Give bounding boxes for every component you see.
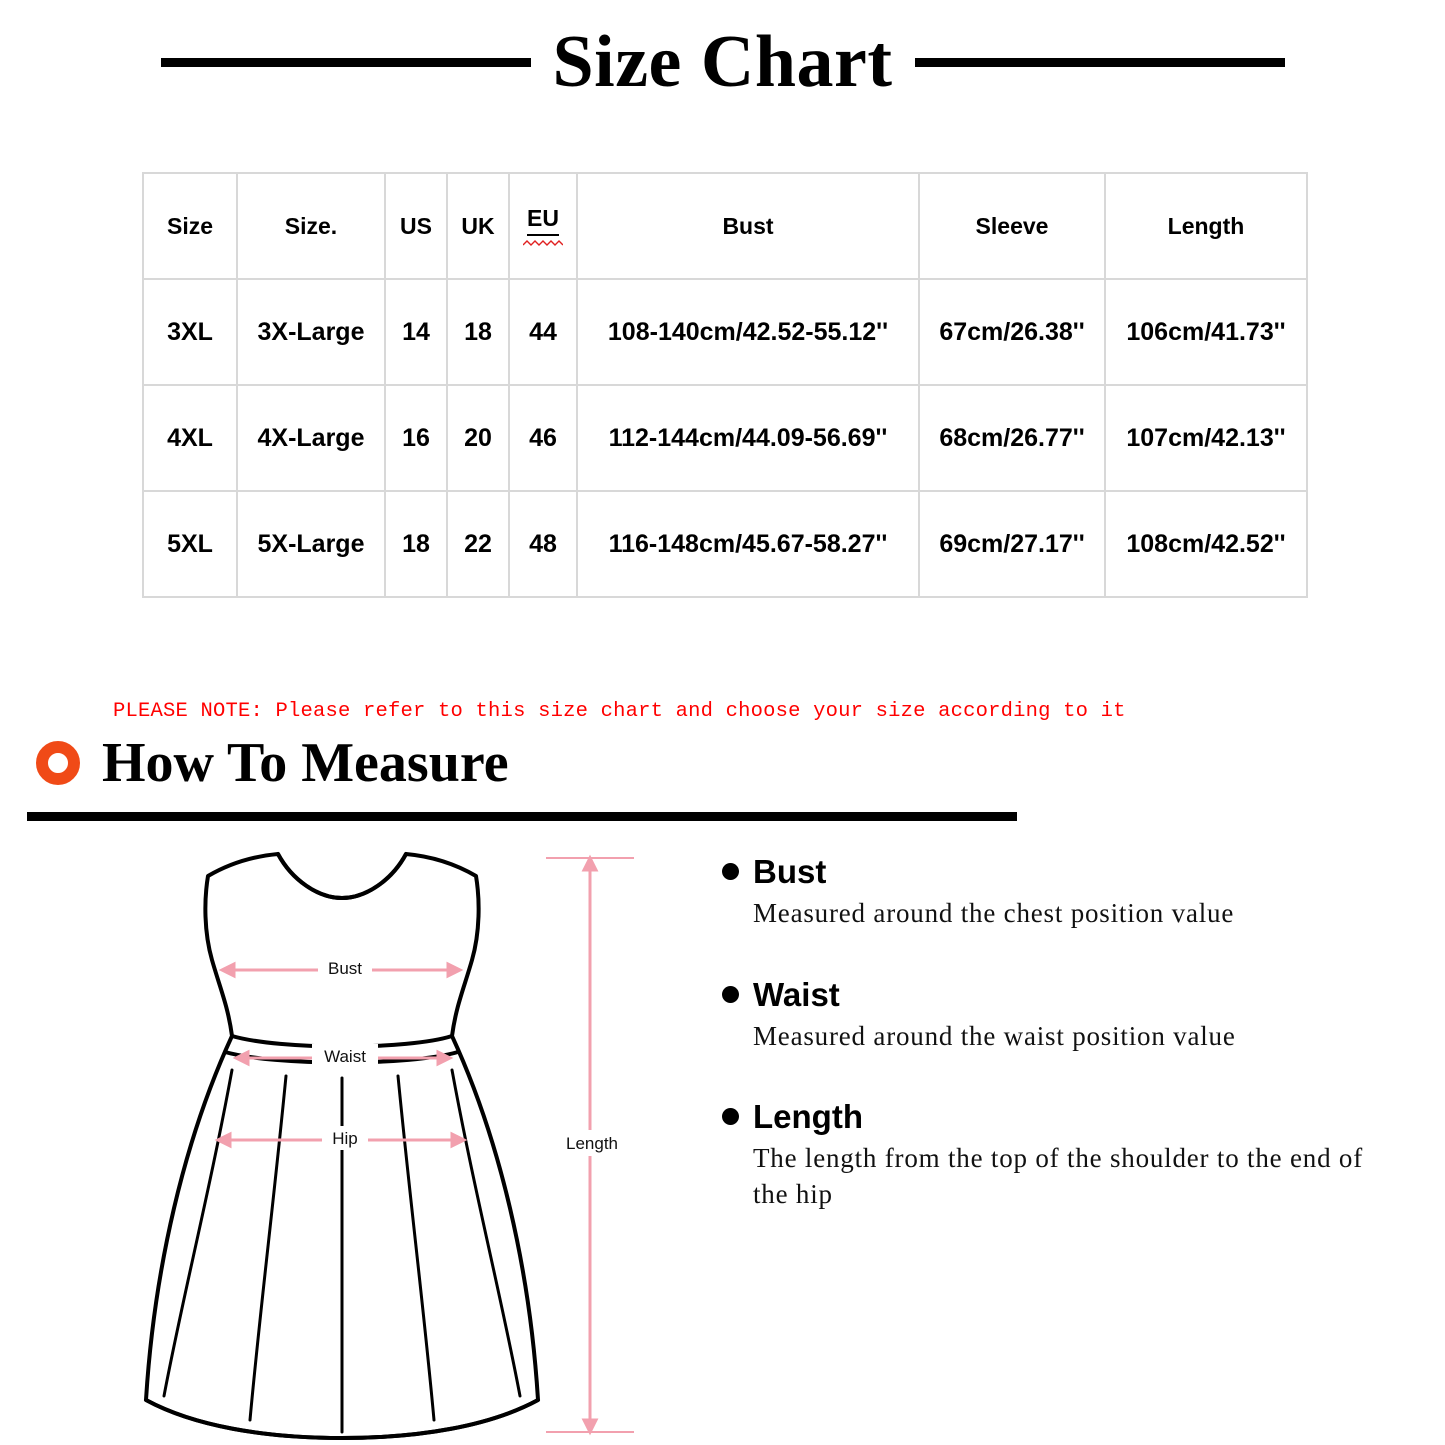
diagram-label-bust: Bust <box>327 959 363 978</box>
page-title: Size Chart <box>552 21 893 103</box>
definition-title-length: Length <box>753 1098 863 1136</box>
cell-length: 107cm/42.13'' <box>1105 385 1307 491</box>
column-header-size-name: Size. <box>237 173 385 279</box>
title-rule-left <box>161 58 531 67</box>
column-header-uk: UK <box>447 173 509 279</box>
cell-us: 14 <box>385 279 447 385</box>
definition-title-waist: Waist <box>753 975 840 1013</box>
title-rule-right <box>915 58 1285 67</box>
definition-item-bust <box>722 855 1382 932</box>
cell-eu: 44 <box>509 279 577 385</box>
cell-uk: 22 <box>447 491 509 597</box>
circle-bullet-icon <box>36 741 80 785</box>
cell-uk: 18 <box>447 279 509 385</box>
definition-desc-length: The length from the top of the shoulder to the end of the hip <box>753 1143 1364 1209</box>
cell-size-name: 4X-Large <box>237 385 385 491</box>
diagram-label-waist: Waist <box>324 1047 366 1066</box>
column-header-size: Size <box>143 173 237 279</box>
table-header-row <box>143 173 1307 279</box>
table-row <box>143 385 1307 491</box>
cell-size: 5XL <box>143 491 237 597</box>
definition-item-waist <box>722 975 1382 1055</box>
dress-measurement-diagram <box>60 840 680 1440</box>
definition-item-length <box>722 1100 1382 1212</box>
column-header-length: Length <box>1105 173 1307 279</box>
bullet-dot-icon <box>722 863 739 880</box>
cell-bust: 112-144cm/44.09-56.69'' <box>577 385 919 491</box>
definition-head <box>722 855 1382 888</box>
cell-sleeve: 68cm/26.77'' <box>919 385 1105 491</box>
cell-size: 3XL <box>143 279 237 385</box>
definition-desc-bust: Measured around the chest position value <box>753 898 1235 928</box>
bullet-dot-icon <box>722 1108 739 1125</box>
table-row <box>143 491 1307 597</box>
spellcheck-squiggle-icon <box>523 240 563 247</box>
definition-head <box>722 1098 1382 1136</box>
cell-size: 4XL <box>143 385 237 491</box>
cell-eu: 48 <box>509 491 577 597</box>
cell-length: 108cm/42.52'' <box>1105 491 1307 597</box>
bullet-dot-icon <box>722 986 739 1003</box>
diagram-label-hip: Hip <box>332 1129 358 1148</box>
column-header-bust: Bust <box>577 173 919 279</box>
column-header-eu-text: EU <box>527 205 559 236</box>
column-header-us: US <box>385 173 447 279</box>
page-title-row <box>0 14 1445 110</box>
cell-sleeve: 69cm/27.17'' <box>919 491 1105 597</box>
size-chart-table-wrap <box>142 172 1306 598</box>
cell-size-name: 5X-Large <box>237 491 385 597</box>
cell-eu: 46 <box>509 385 577 491</box>
how-to-measure-rule <box>27 812 1017 821</box>
size-chart-table <box>142 172 1308 598</box>
cell-uk: 20 <box>447 385 509 491</box>
cell-length: 106cm/41.73'' <box>1105 279 1307 385</box>
column-header-sleeve: Sleeve <box>919 173 1105 279</box>
how-to-measure-heading: How To Measure <box>102 732 509 794</box>
diagram-label-length: Length <box>566 1134 618 1153</box>
column-header-eu <box>509 173 577 279</box>
cell-us: 18 <box>385 491 447 597</box>
how-to-measure-heading-row <box>36 732 509 794</box>
cell-sleeve: 67cm/26.38'' <box>919 279 1105 385</box>
cell-size-name: 3X-Large <box>237 279 385 385</box>
table-row <box>143 279 1307 385</box>
cell-us: 16 <box>385 385 447 491</box>
definition-title-bust: Bust <box>753 853 827 890</box>
cell-bust: 108-140cm/42.52-55.12'' <box>577 279 919 385</box>
definition-head <box>722 975 1382 1013</box>
cell-bust: 116-148cm/45.67-58.27'' <box>577 491 919 597</box>
please-note-text: PLEASE NOTE: Please refer to this size chart and choose your size according to it <box>113 700 1126 723</box>
measurement-definitions <box>722 855 1382 1259</box>
definition-desc-waist: Measured around the waist position value <box>753 1020 1236 1051</box>
